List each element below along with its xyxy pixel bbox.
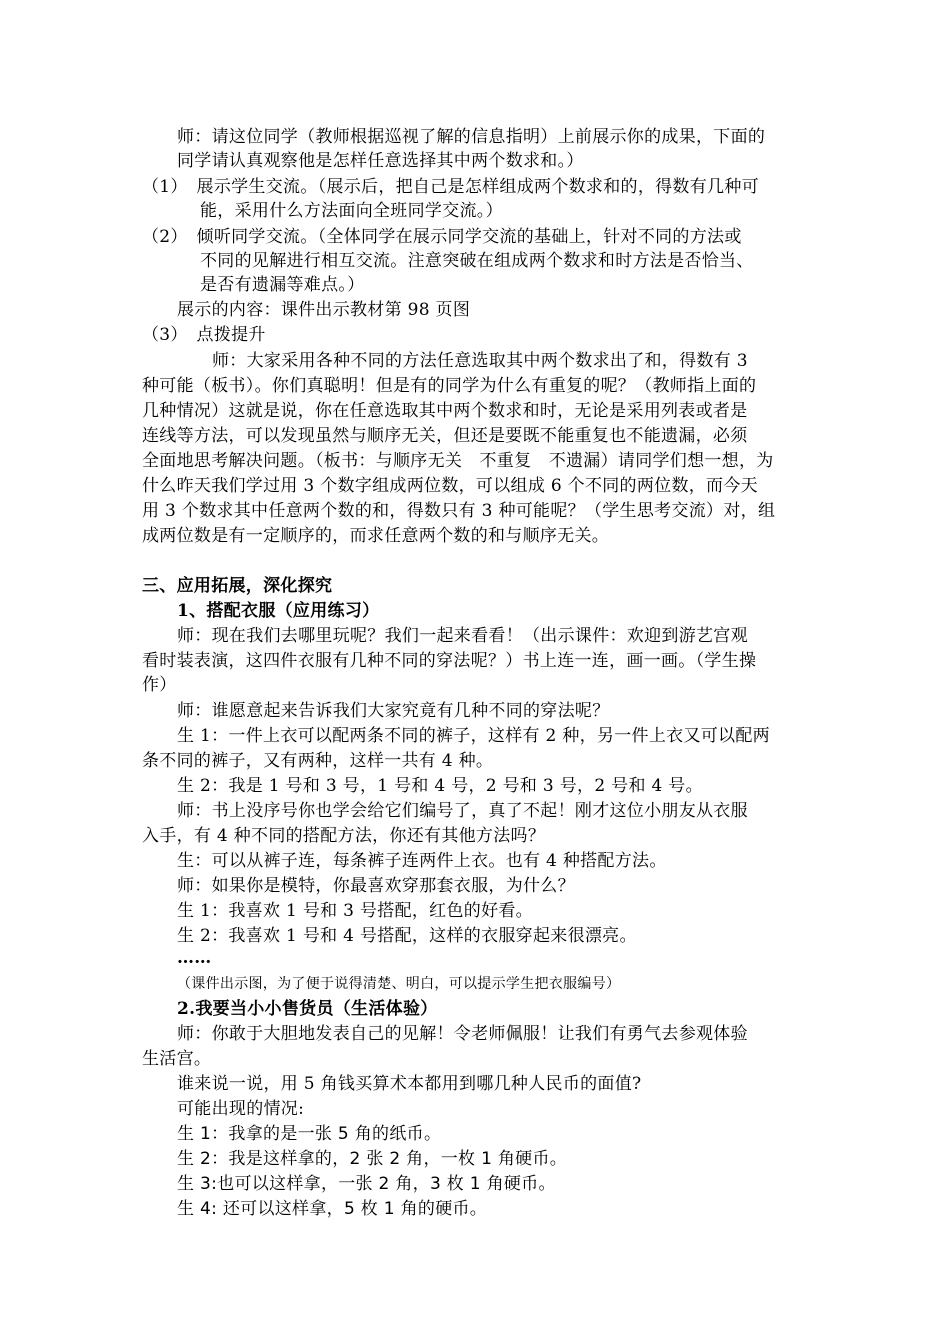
- text-line: （2） 倾听同学交流。（全体同学在展示同学交流的基础上，针对不同的方法或: [142, 227, 742, 247]
- text-line: 入手，有 4 种不同的搭配方法，你还有其他方法吗？: [142, 826, 546, 846]
- text-line: 师：请这位同学（教师根据巡视了解的信息指明）上前展示你的成果，下面的: [177, 127, 766, 147]
- text-line: 师：大家采用各种不同的方法任意选取其中两个数求出了和，得数有 3: [212, 351, 748, 371]
- ellipsis: ……: [177, 948, 212, 968]
- section-heading: 三、应用拓展，深化探究: [142, 576, 333, 596]
- text-line: （3） 点拨提升: [142, 325, 266, 345]
- text-line: 用 3 个数求其中任意两个数的和，得数只有 3 种可能呢？（学生思考交流）对，组: [142, 501, 776, 521]
- text-line: 生 1：一件上衣可以配两条不同的裤子，这样有 2 种，另一件上衣又可以配两: [177, 726, 770, 746]
- text-line: 几种情况）这就是说，你在任意选取其中两个数求和时，无论是采用列表或者是: [142, 401, 748, 421]
- text-line: 生 2：我喜欢 1 号和 4 号搭配，这样的衣服穿起来很漂亮。: [177, 926, 637, 946]
- text-line: 生 1：我喜欢 1 号和 3 号搭配，红色的好看。: [177, 901, 533, 921]
- text-line: 同学请认真观察他是怎样任意选择其中两个数求和。）: [177, 151, 584, 171]
- text-line: 可能出现的情况:: [177, 1099, 305, 1119]
- text-line: 生 3:也可以这样拿，一张 2 角，3 枚 1 角硬币。: [177, 1174, 556, 1194]
- text-line: 全面地思考解决问题。（板书：与顺序无关 不重复 不遗漏）请同学们想一想，为: [142, 451, 774, 471]
- text-line: 种可能（板书）。你们真聪明！但是有的同学为什么有重复的呢？（教师指上面的: [142, 376, 757, 396]
- text-line: 师：谁愿意起来告诉我们大家究竟有几种不同的穿法呢？: [177, 701, 610, 721]
- text-line: （1） 展示学生交流。（展示后，把自己是怎样组成两个数求和的，得数有几种可: [142, 177, 759, 197]
- text-line: 生活宫。: [142, 1049, 212, 1069]
- text-line: 什么昨天我们学过用 3 个数字组成两位数，可以组成 6 个不同的两位数，而今天: [142, 476, 758, 496]
- text-line: 生：可以从裤子连，每条裤子连两件上衣。也有 4 种搭配方法。: [177, 851, 667, 871]
- text-line: 不同的见解进行相互交流。注意突破在组成两个数求和时方法是否恰当、: [200, 251, 754, 271]
- subsection-heading: 2.我要当小小售货员（生活体验）: [177, 999, 438, 1019]
- text-line: 连线等方法，可以发现虽然与顺序无关，但还是要既不能重复也不能遗漏，必须: [142, 426, 748, 446]
- text-line: 能，采用什么方法面向全班同学交流。）: [200, 201, 503, 221]
- text-line: 师：书上没序号你也学会给它们编号了，真了不起！刚才这位小朋友从衣服: [177, 801, 748, 821]
- text-line: 看时装表演，这四件衣服有几种不同的穿法呢？）书上连一连，画一画。（学生操: [142, 651, 757, 671]
- text-line: 条不同的裤子，又有两种，这样一共有 4 种。: [142, 751, 494, 771]
- text-line: 师：如果你是模特，你最喜欢穿那套衣服，为什么？: [177, 876, 575, 896]
- text-line: 展示的内容：课件出示教材第 98 页图: [177, 300, 471, 320]
- text-line: 是否有遗漏等难点。）: [200, 275, 365, 295]
- text-line: 谁来说一说，用 5 角钱买算术本都用到哪几种人民币的面值?: [177, 1074, 642, 1094]
- text-line: 生 2：我是这样拿的，2 张 2 角，一枚 1 角硬币。: [177, 1149, 568, 1169]
- note-line: （课件出示图，为了便于说得清楚、明白，可以提示学生把衣服编号）: [177, 976, 621, 992]
- text-line: 生 1：我拿的是一张 5 角的纸币。: [177, 1124, 442, 1144]
- subsection-heading: 1、搭配衣服（应用练习）: [177, 601, 380, 621]
- text-line: 生 2：我是 1 号和 3 号，1 号和 4 号，2 号和 3 号，2 号和 4 号。: [177, 776, 703, 796]
- text-line: 师：现在我们去哪里玩呢？我们一起来看看！（出示课件：欢迎到游艺宫观: [177, 626, 748, 646]
- text-line: 师：你敢于大胆地发表自己的见解！令老师佩服！让我们有勇气去参观体验: [177, 1024, 748, 1044]
- text-line: 作）: [142, 675, 177, 695]
- text-line: 成两位数是有一定顺序的，而求任意两个数的和与顺序无关。: [142, 526, 610, 546]
- text-line: 生 4: 还可以这样拿，5 枚 1 角的硬币。: [177, 1199, 488, 1219]
